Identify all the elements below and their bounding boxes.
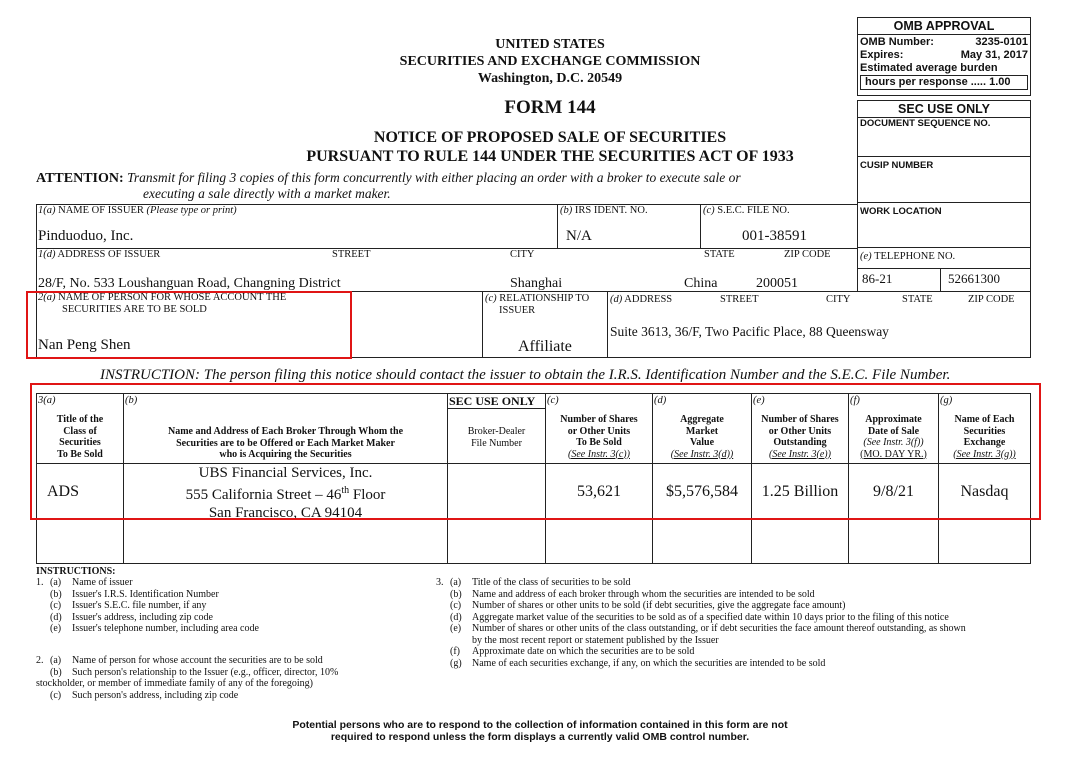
seller-city-label: CITY [826,294,851,305]
row-aggregate-value: $5,576,584 [666,483,738,500]
instructions-title: INSTRUCTIONS: [36,566,116,577]
seller-address: Suite 3613, 36/F, Two Pacific Place, 88 Queensway [610,324,889,339]
issuer-state-label: STATE [704,249,735,260]
seller-highlight-box [26,291,352,359]
omb-burden-1: Estimated average burden [860,62,998,74]
header-shares-to-sell: Number of Shares or Other Units To Be Sold (See Instr. 3(c)) [560,414,638,460]
telephone-number: 52661300 [948,271,1000,286]
issuer-city: Shanghai [510,276,563,291]
header-aggregate-value: Aggregate Market Value (See Instr. 3(d)) [670,414,734,460]
instructions-right [436,577,1036,669]
omb-burden-2: hours per response ..... 1.00 [860,75,1028,90]
header-title-class: Title of the Class of Securities To Be Sold [56,414,104,460]
sec-file-label: (c) S.E.C. FILE NO. [703,205,790,216]
omb-number-row [858,35,1030,49]
instruction-item: (g) Name of each securities exchange, if any, on which the securities are intended to be sold [450,657,826,669]
table-highlight-box [30,383,1041,520]
instruction-item: (f) Approximate date on which the securities are to be sold [450,646,695,657]
sec-use-only-header: SEC USE ONLY [449,394,536,408]
seller-state-label: STATE [902,294,933,305]
row-outstanding: 1.25 Billion [761,483,839,500]
instruction-item: (c) Number of shares or other units to be sold (if debt securities, give the aggregate face amount) [450,600,846,611]
seller-name-label-2: SECURITIES ARE TO BE SOLD [62,304,207,315]
attention-line-1 [36,170,741,187]
instructions-left-2-wrap: stockholder, or member of immediate family of any of the foregoing) [36,678,314,689]
omb-title: OMB APPROVAL [858,18,1030,35]
instruction-item: by the most recent report or statement published by the Issuer [472,634,719,646]
relationship-value: Affiliate [518,338,572,355]
row-broker-street: 555 California Street – 46th Floor [185,485,386,503]
col-d-letter: (d) [654,395,667,406]
attention-text-1: Transmit for filing 3 copies of this form concurrently with either placing an order with a broker to execute sale or [127,170,741,185]
relationship-label-2: ISSUER [499,305,536,316]
issuer-address-label: 1(d) ADDRESS OF ISSUER [38,249,161,260]
telephone-label: (e) TELEPHONE NO. [860,251,956,262]
row-title-of-class: ADS [47,483,80,500]
header-date-of-sale: Approximate Date of Sale (See Instr. 3(f)) (MO. DAY YR.) [860,414,927,460]
col-b-letter: (b) [125,395,138,406]
form-title-2: PURSUANT TO RULE 144 UNDER THE SECURITIES ACT OF 1933 [306,148,794,165]
issuer-zip-label: ZIP CODE [784,249,831,260]
doc-sequence-label: DOCUMENT SEQUENCE NO. [858,117,1030,156]
header-broker-dealer: Broker-Dealer File Number [467,426,526,449]
row-exchange: Nasdaq [960,483,1009,500]
issuer-city-label: CITY [510,249,535,260]
footer-line-1: Potential persons who are to respond to the collection of information contained in this form are not [292,719,788,731]
header-country: UNITED STATES [495,37,605,52]
instruction-item: (e) Issuer's telephone number, including area code [50,623,259,634]
row-broker-name: UBS Financial Services, Inc. [198,465,373,481]
header-outstanding: Number of Shares or Other Units Outstanding (See Instr. 3(e)) [761,414,839,460]
work-location-label: WORK LOCATION [858,202,1030,248]
omb-expires: May 31, 2017 [960,49,1028,61]
omb-expires-label: Expires: [860,49,904,61]
col-e-letter: (e) [753,395,765,406]
row-date-of-sale: 9/8/21 [873,483,914,500]
issuer-name: Pinduoduo, Inc. [38,228,134,244]
instruction-item: 3. (a) Title of the class of securities to be sold [436,577,631,588]
issuer-street: 28/F, No. 533 Loushanguan Road, Changning District [38,276,341,291]
issuer-name-label: 1(a) NAME OF ISSUER (Please type or print) [38,205,237,216]
col-a-letter: 3(a) [38,395,56,406]
issuer-street-label: STREET [332,249,371,260]
omb-number-label: OMB Number: [860,36,934,48]
instructions-left-2c: (c) Such person's address, including zip code [50,690,239,701]
attention-label: ATTENTION: [36,171,124,186]
seller-zip-label: ZIP CODE [968,294,1015,305]
footer-line-2: required to respond unless the form displays a currently valid OMB control number. [330,731,750,743]
instructions-left-2 [36,655,436,678]
instruction-item: (c) Issuer's S.E.C. file number, if any [50,600,207,611]
instruction-item: (d) Aggregate market value of the securities to be sold as of a specified date within 10 days prior to the filing of this notice [450,611,949,623]
attention-text-2: executing a sale directly with a market maker. [143,186,391,201]
instructions-left [36,577,436,635]
instruction-item: 2. (a) Name of person for whose account the securities are to be sold [36,655,323,666]
omb-approval-box [857,17,1031,96]
instruction-item: (e) Number of shares or other units of the class outstanding, or if debt securities the face amount thereof outstanding, as shown [450,623,966,634]
telephone-area-code: 86-21 [862,271,893,286]
header-agency: SECURITIES AND EXCHANGE COMMISSION [399,54,701,69]
header-broker: Name and Address of Each Broker Through Whom the Securities are to be Offered or Each Market Maker who is Acquiring the Securities [167,426,404,460]
col-f-letter: (f) [850,395,860,406]
instruction-item: (b) Name and address of each broker through whom the securities are intended to be sold [450,588,815,600]
seller-street-label: STREET [720,294,759,305]
issuer-zip: 200051 [756,276,798,291]
header-location: Washington, D.C. 20549 [477,71,623,86]
form-title-1: NOTICE OF PROPOSED SALE OF SECURITIES [373,129,727,146]
cusip-label: CUSIP NUMBER [858,156,1030,202]
form-number: FORM 144 [504,97,596,118]
instruction-line: INSTRUCTION: The person filing this notice should contact the issuer to obtain the I.R.S. Identification Number and the S.E.C. File Number. [100,367,951,383]
irs-label: (b) IRS IDENT. NO. [560,205,648,216]
row-shares-to-sell: 53,621 [577,483,621,500]
omb-expires-row [858,49,1030,62]
sec-use-box [857,100,1031,248]
header-exchange: Name of Each Securities Exchange (See Instr. 3(g)) [953,414,1016,460]
instruction-item: 1. (a) Name of issuer [36,577,133,588]
sec-file-number: 001-38591 [742,228,807,244]
instruction-item: (b) Issuer's I.R.S. Identification Number [50,588,219,600]
issuer-state: China [684,276,718,291]
col-g-letter: (g) [940,395,953,406]
instruction-item: (b) Such person's relationship to the Issuer (e.g., officer, director, 10% [50,666,339,678]
irs-number: N/A [566,228,592,244]
seller-address-label: (d) ADDRESS [610,294,673,305]
seller-name: Nan Peng Shen [38,337,131,353]
col-c-letter: (c) [547,395,559,406]
sec-use-title: SEC USE ONLY [898,102,990,116]
omb-number: 3235-0101 [975,36,1028,48]
relationship-label-1: (c) RELATIONSHIP TO [485,293,590,304]
seller-name-label-1: 2(a) NAME OF PERSON FOR WHOSE ACCOUNT THE [38,292,287,303]
row-broker-city: San Francisco, CA 94104 [208,505,363,521]
instruction-item: (d) Issuer's address, including zip code [50,611,213,623]
